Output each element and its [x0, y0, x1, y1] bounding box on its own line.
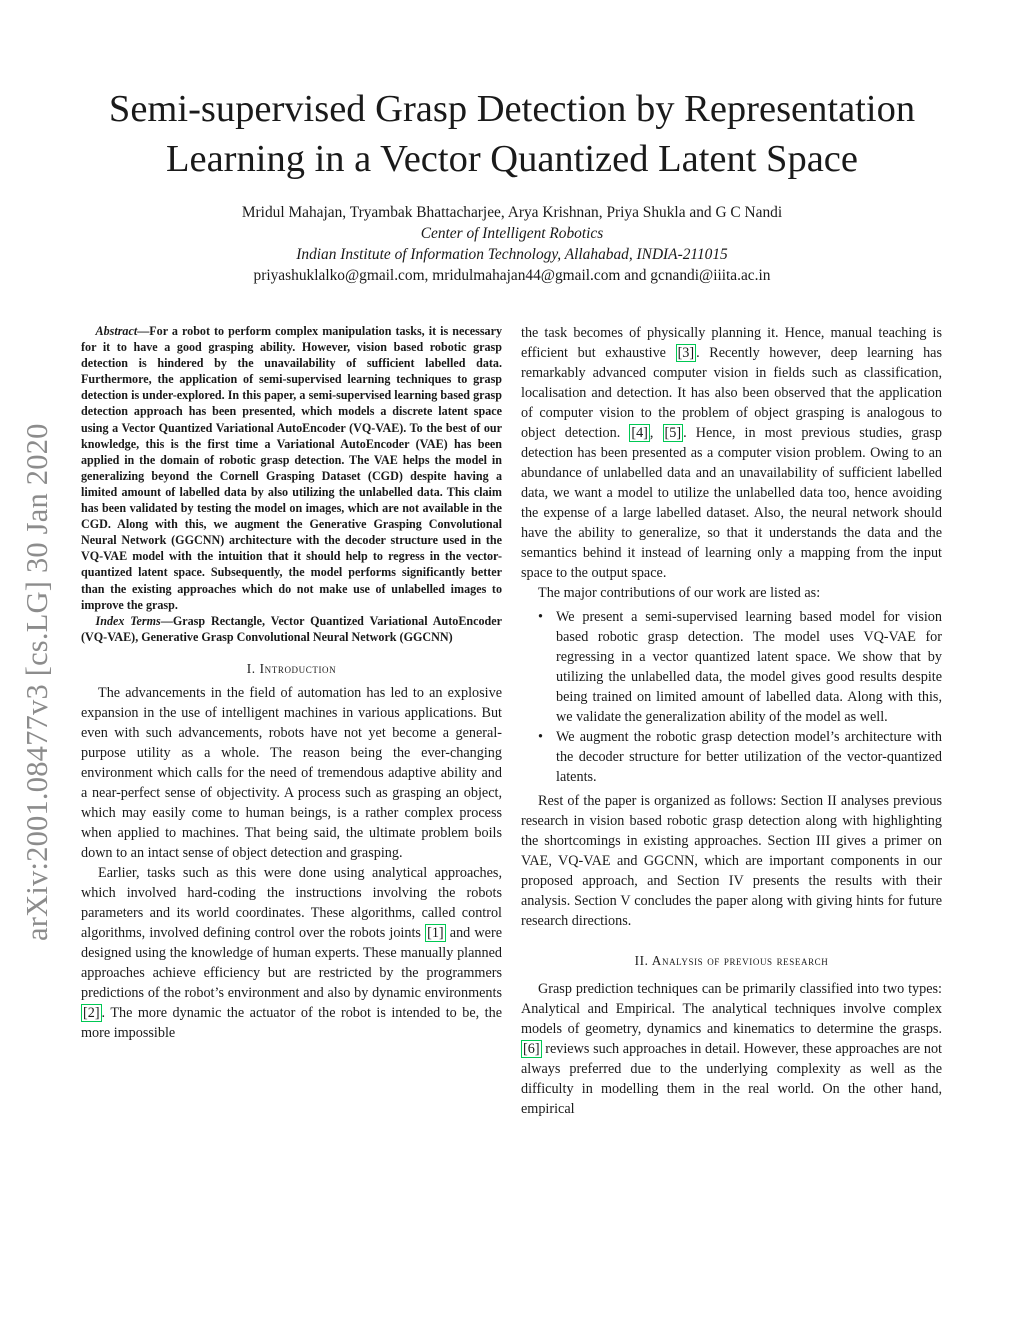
intro-paragraph-1: The advancements in the field of automation has led to an explosive expansion in the use of intelligent machines in various applications. But even with such advancements, robots have not yet become a general-purpose utility as a whole. The reason being the ever-changing environment which calls for the need of tremendous adaptive ability and a near-perfect sense of objectivity. A process such as grasping an object, which may easily come to human beings, is a rather complex process when applied to machines. That being said, the ultimate problem boils down to an intact sense of object detection and grasping.	[81, 684, 502, 861]
text-run: . Recently however, deep learning has remarkably advanced computer vision in fields such as classification, localisation and detection. It has also been observed that the application of computer vision to the problem of object grasping is analogous to object detection.	[521, 345, 942, 441]
title-line-2: Learning in a Vector Quantized Latent Space	[165, 138, 858, 180]
author-names: Mridul Mahajan, Tryambak Bhattacharjee, Arya Krishnan, Priya Shukla and G C Nandi	[241, 204, 783, 221]
abstract	[81, 323, 502, 613]
author-block	[60, 202, 964, 286]
right-column	[521, 323, 942, 1119]
title-line-1: Semi-supervised Grasp Detection by Representation	[108, 88, 916, 130]
citation-link[interactable]: [6]	[523, 1041, 540, 1057]
contributions-list	[521, 607, 942, 787]
citation-link[interactable]: [5]	[664, 425, 682, 441]
text-run: and were designed using the knowledge of human experts. These manually planned approaches achieve efficiency but are restricted by the programmers predictions of the robot’s environment and also by dynamic environments	[81, 924, 502, 1001]
text-run: . Hence, in most previous studies, grasp detection has been presented as a computer vision problem. Owing to an abundance of unlabelled data and an unavailability of sufficient labelled data, we want a model to utilize the unlabelled data too, hence avoiding the expense of a large labelled dataset. Also, the neural network should have the ability to generalize, so that it understands the data and the semantics behind it instead of learning only a mapping from the input space to the output space.	[521, 425, 943, 581]
citation-link[interactable]: [1]	[427, 924, 444, 941]
paper-title	[60, 84, 964, 184]
abstract-lead: Abstract	[95, 324, 138, 338]
intro-paragraph-4: Rest of the paper is organized as follows: Section II analyses previous research in vision based robotic grasp detection along with highlighting the shortcomings in existing approaches. Section III gives a primer on VAE, VQ-VAE and GGCNN, which are important components in our proposed approach, and Section IV presents the results with their analysis. Section V concludes the paper along with giving hints for future research directions.	[521, 793, 942, 929]
text-run: the task becomes of physically planning it. Hence, manual teaching is efficient but exhaustive	[521, 325, 942, 361]
text-run: Earlier, tasks such as this were done using analytical approaches, which involved hard-coding the instructions involving the robots parameters and its world coordinates. These algorithms, called control algorithms, involved defining control over the robots joints	[81, 864, 502, 941]
index-terms-body: —Grasp Rectangle, Vector Quantized Variational AutoEncoder (VQ-VAE), Generative Grasp Convolutional Neural Network (GGCNN)	[81, 613, 502, 644]
previous-research-paragraph-1	[521, 979, 942, 1119]
section-heading-introduction: I. Introduction	[246, 660, 337, 676]
intro-paragraph-2	[81, 863, 502, 1043]
index-terms	[81, 613, 502, 645]
abstract-body: —For a robot to perform complex manipulation tasks, it is necessary for it to have a good grasping ability. However, vision based robotic grasp detection is hindered by the unavailability of sufficient labelled data. Furthermore, the application of semi-supervised learning techniques to grasp detection is under-explored. In this paper, a semi-supervised learning based grasp detection approach has been presented, which models a discrete latent space using a Vector Quantized Variational AutoEncoder (VQ-VAE). To the best of our knowledge, this is the first time a Variational AutoEncoder (VAE) has been applied in the domain of robotic grasp detection. The VAE helps the model in generalizing beyond the Cornell Grasping Dataset (CGD) despite having a limited amount of labelled data by also utilizing the unlabelled data. This claim has been validated by testing the model on images, which are not available in the CGD. Along with this, we augment the Generative Grasping Convolutional Neural Network (GGCNN) architecture with the decoder structure used in the VQ-VAE model with the intuition that it should help to regress in the vector-quantized latent space. Subsequently, the model performs significantly better than the existing approaches which do not make use of unlabelled images to improve the grasp.	[81, 324, 502, 612]
author-emails: priyashuklalko@gmail.com, mridulmahajan44@gmail.com and gcnandi@iiita.ac.in	[253, 267, 771, 284]
intro-paragraph-3	[521, 323, 942, 583]
left-column	[81, 323, 502, 1043]
citation-link[interactable]: [3]	[677, 345, 695, 361]
text-run: Grasp prediction techniques can be primarily classified into two types: Analytical and Empirical. The analytical techniques involve complex models of geometry, dynamics and kinematics to determine the grasps.	[521, 981, 942, 1037]
text-run: ,	[649, 425, 663, 441]
citation-link[interactable]: [4]	[631, 425, 648, 441]
contribution-item: • We augment the robotic grasp detection model’s architecture with the decoder structure for better utilization of the vector-quantized latents.	[556, 727, 942, 787]
text-run: . The more dynamic the actuator of the robot is intended to be, the more impossible	[81, 1004, 502, 1041]
index-terms-lead: Index Terms	[95, 613, 161, 628]
section-heading-previous-research: II. Analysis of previous research	[634, 953, 829, 968]
affiliation-center: Center of Intelligent Robotics	[420, 225, 604, 242]
contributions-lead: The major contributions of our work are listed as:	[538, 585, 821, 601]
affiliation-institute: Indian Institute of Information Technology, Allahabad, INDIA-211015	[296, 246, 728, 263]
arxiv-identifier-stamp: arXiv:2001.08477v3 [cs.LG] 30 Jan 2020	[20, 423, 54, 941]
text-run: reviews such approaches in detail. However, these approaches are not always preferred due to the underlying complexity as well as the difficulty in modelling them in the real world. On the other hand, empirical	[521, 1041, 942, 1117]
contribution-item: • We present a semi-supervised learning based model for vision based robotic grasp detection. The model uses VQ-VAE for regressing in a vector quantized latent space. We show that by utilizing the unlabelled data, the model gives good results despite being trained on limited amount of labelled data. Along with this, we validate the generalization ability of the model as well.	[556, 607, 942, 727]
citation-link[interactable]: [2]	[83, 1004, 100, 1021]
